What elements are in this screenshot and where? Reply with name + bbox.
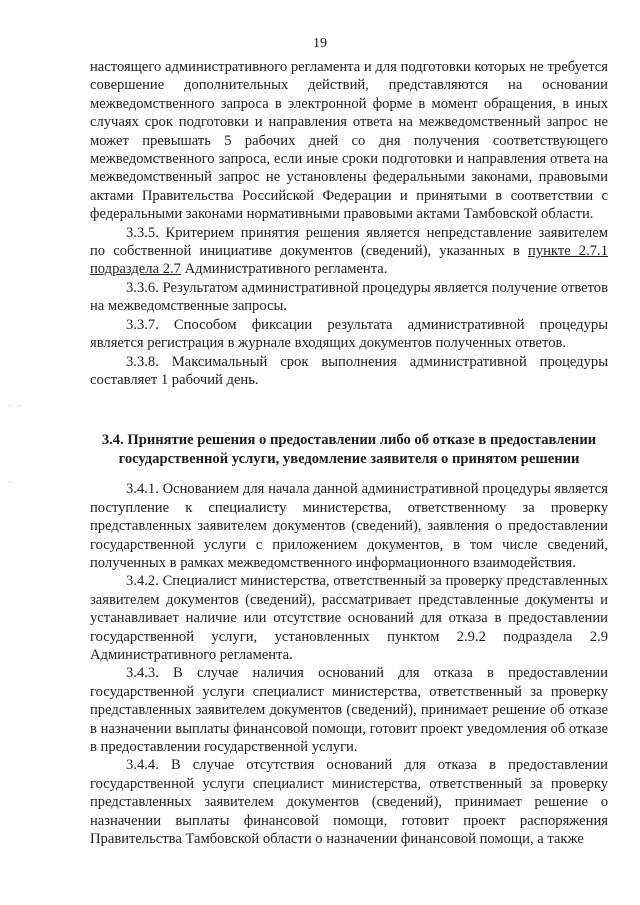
regulation-reference-link[interactable]: пункте 2.7.1 подраздела 2.7	[90, 243, 608, 278]
paragraph-3-4-1: 3.4.1. Основанием для начала данной административной процедуры является поступление к специалисту министерства, ответственному за проверку представленных заявителем документов (сведений), заявления о предоставлении государственной услуги с приложением документов, в том числе сведений, полученных в рамках межведомственного информационного взаимодействия.	[90, 481, 608, 571]
page-number: 19	[313, 36, 327, 51]
paragraph-3-4-4: 3.4.4. В случае отсутствия оснований для отказа в предоставлении государственной услуги специалист министерства, ответственный за проверку представленных заявителем документов (сведений), принимает решение о назначении выплаты финансовой помощи, готовит проект распоряжения Правительства Тамбовской области о назначении финансовой помощи, а также	[90, 757, 608, 848]
paragraph-3-3-8: 3.3.8. Максимальный срок выполнения административной процедуры составляет 1 рабочий день.	[90, 353, 608, 388]
document-body	[90, 58, 608, 848]
scan-mark: · ·	[8, 402, 23, 412]
intro-paragraph: настоящего административного регламента и для подготовки которых не требуется совершение дополнительных действий, представляются на основании межведомственного запроса в электронной форме в момент обращения, в иных случаях срок подготовки и направления ответа на межведомственный запрос не может превышать 5 рабочих дней со дня получения соответствующего межведомственного запроса, если иные сроки подготовки и направления ответа на межведомственный запрос не установлены федеральными законами, правовыми актами Правительства Российской Федерации и принятыми в соответствии с федеральными законами нормативными правовыми актами Тамбовской области.	[90, 59, 608, 223]
section-heading: 3.4. Принятие решения о предоставлении либо об отказе в предоставлении государственной услуги, уведомление заявителя о принятом решении	[101, 432, 597, 468]
paragraph-3-3-5-text: 3.3.5. Критерием принятия решения является непредставление заявителем по собственной инициативе документов (сведений), указанных в	[90, 224, 608, 260]
paragraph-3-3-7: 3.3.7. Способом фиксации результата административной процедуры является регистрация в журнале входящих документов полученных ответов.	[90, 316, 608, 352]
paragraph-3-3-6: 3.3.6. Результатом административной процедуры является получение ответов на межведомственные запросы.	[90, 279, 608, 315]
paragraph-3-3-5	[90, 224, 608, 279]
paragraph-3-4-3: 3.4.3. В случае наличия оснований для отказа в предоставлении государственной услуги специалист министерства, ответственный за проверку представленных заявителем документов (сведений), принимает решение об отказе в назначении выплаты финансовой помощи, готовит проект уведомления об отказе в предоставлении государственной услуги.	[90, 665, 608, 755]
paragraph-3-4-2: 3.4.2. Специалист министерства, ответственный за проверку представленных заявителем документов (сведений), рассматривает представленные документы и устанавливает наличие или отсутствие оснований для отказа в предоставлении государственной услуги, установленных пунктом 2.9.2 подраздела 2.9 Административного регламента.	[90, 573, 608, 663]
scan-mark: ·	[8, 478, 13, 488]
paragraph-3-3-5-tail: Административного регламента.	[180, 261, 388, 278]
